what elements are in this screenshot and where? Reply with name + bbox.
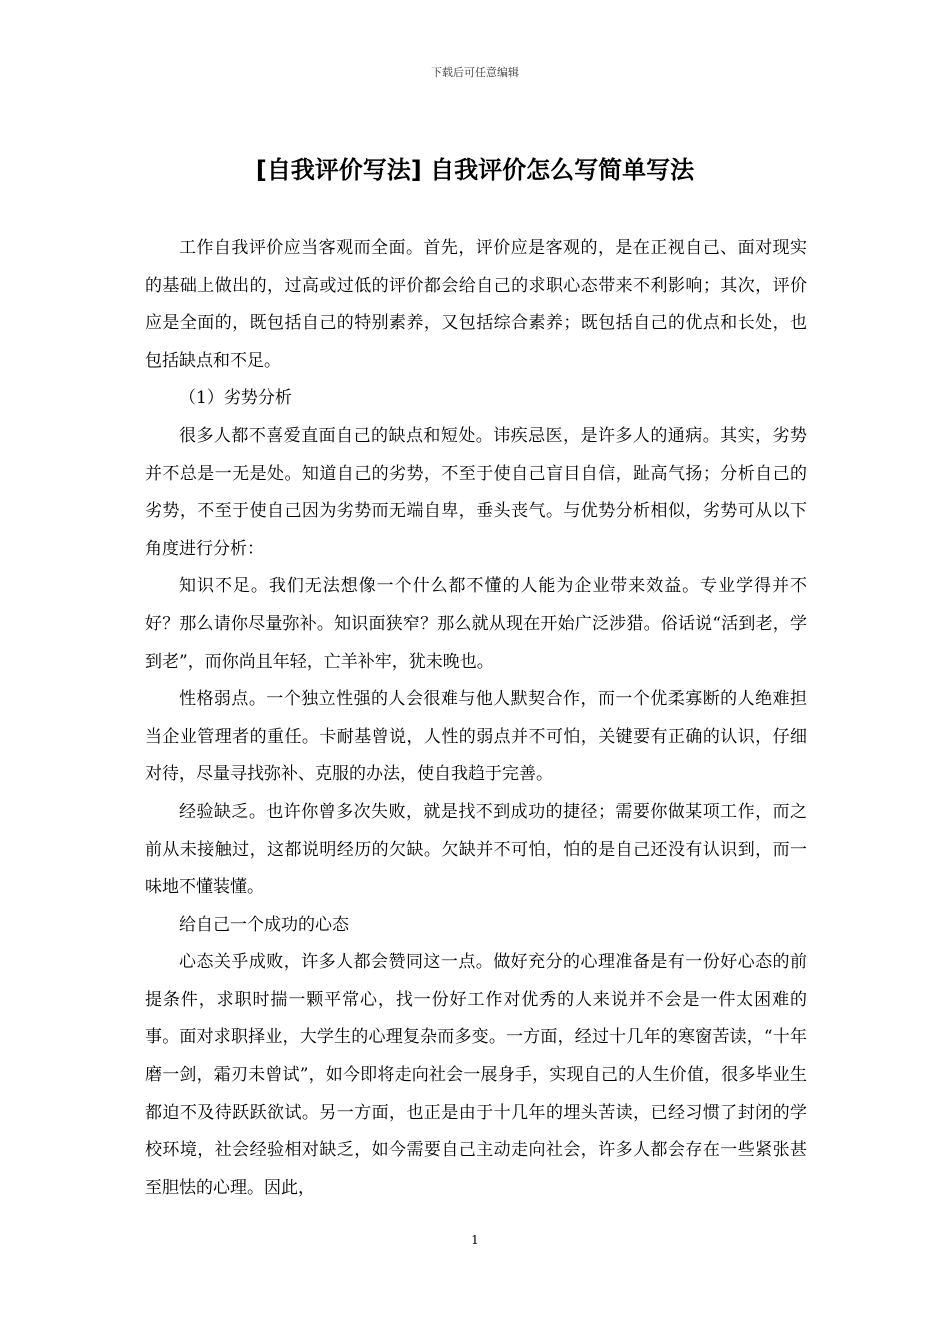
document-body: [145, 230, 807, 1207]
paragraph-weakness: 很多人都不喜爱直面自己的缺点和短处。讳疾忌医，是许多人的通病。其实，劣势并不总是一无是处。知道自己的劣势，不至于使自己盲目自信，趾高气扬；分析自己的劣势，不至于使自己因为劣势而无端自卑，垂头丧气。与优势分析相似，劣势可从以下角度进行分析：: [145, 425, 807, 559]
paragraph-personality: 性格弱点。一个独立性强的人会很难与他人默契合作，而一个优柔寡断的人绝难担当企业管理者的重任。卡耐基曾说，人性的弱点并不可怕，关键要有正确的认识，仔细对待，尽量寻找弥补、克服的办法，使自我趋于完善。: [145, 689, 807, 785]
paragraph-experience: 经验缺乏。也许你曾多次失败，就是找不到成功的捷径；需要你做某项工作，而之前从未接触过，这都说明经历的欠缺。欠缺并不可怕，怕的是自己还没有认识到，而一味地不懂装懂。: [145, 801, 807, 898]
section-heading-mindset: 给自己一个成功的心态: [179, 914, 349, 935]
paragraph-mindset: 心态关乎成败，许多人都会赞同这一点。做好充分的心理准备是有一份好心态的前提条件，求职时揣一颗平常心，找一份好工作对优秀的人来说并不会是一件太困难的事。面对求职择业，大学生的心理复杂而多变。一方面，经过十几年的寒窗苦读，“十年磨一剑，霜刃未曾试”，如今即将走向社会一展身手，实现自己的人生价值，很多毕业生都迫不及待跃跃欲试。另一方面，也正是由于十几年的埋头苦读，已经习惯了封闭的学校环境，社会经验相对缺乏，如今需要自己主动走向社会，许多人都会存在一些紧张甚至胆怯的心理。因此，: [145, 952, 807, 1198]
section-heading-weakness: （1）劣势分析: [179, 388, 292, 409]
paragraph-intro: 工作自我评价应当客观而全面。首先，评价应是客观的，是在正视自己、面对现实的基础上做出的，过高或过低的评价都会给自己的求职心态带来不利影响；其次，评价应是全面的，既包括自己的特别素养，又包括综合素养；既包括自己的优点和长处，也包括缺点和不足。: [145, 238, 807, 371]
document-title: [自我评价写法] 自我评价怎么写简单写法: [255, 156, 695, 184]
paragraph-knowledge: 知识不足。我们无法想像一个什么都不懂的人能为企业带来效益。专业学得并不好？那么请你尽量弥补。知识面狭窄？那么就从现在开始广泛涉猎。俗话说“活到老，学到老”，而你尚且年轻，亡羊补牢，犹未晚也。: [145, 576, 807, 672]
page-header-note: 下载后可任意编辑: [431, 66, 519, 79]
page-number: 1: [471, 1233, 479, 1247]
